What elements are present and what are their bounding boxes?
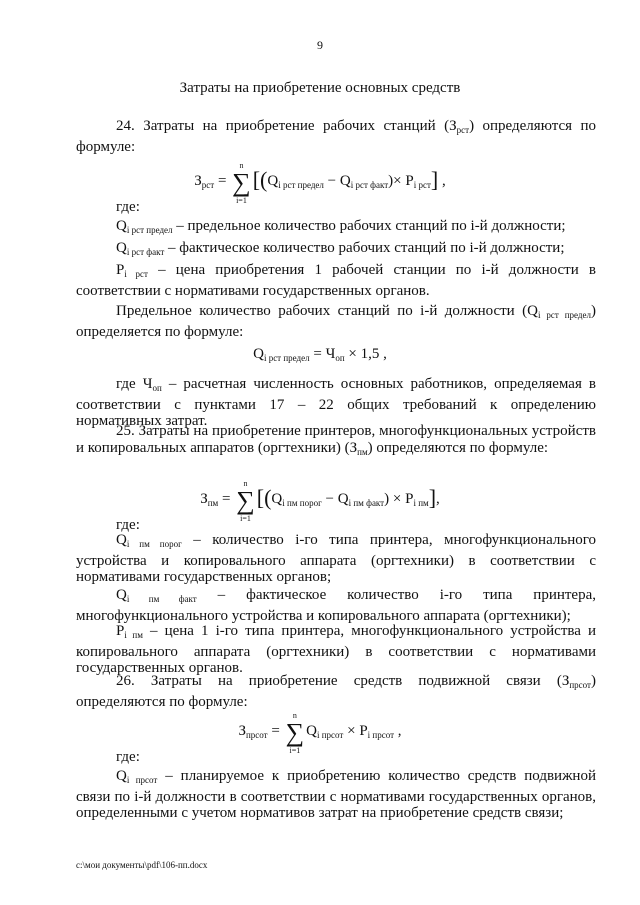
- formula-mobile: $З_{прсот}$ = ∑ n i=1 $Q_{i прсот} \times P_{i прсот}$ ,: [238, 711, 402, 755]
- sum-symbol: ∑ n i=1: [285, 711, 305, 755]
- page-number: 9: [317, 38, 323, 52]
- paragraph-26: 26. Затраты на приобретение средств подвижной связи $(З_{прсот})$ определяются по формуле:: [76, 673, 596, 710]
- definition-q-threshold: $Q_{i пм порог}$ – количество i-го типа принтера, многофункционального устройства и копировального аппарата (оргтехники) в соответствии с нормативами государственных органов;: [76, 532, 596, 585]
- formula-office-equipment: $З_{пм}$ = ∑ n i=1 $[(Q_{i пм порог} - Q_{i пм факт}) \times P_{i пм}]$,: [200, 479, 440, 523]
- definition-p-price: $P_{i рст}$ – цена приобретения 1 рабочей станции по i-й должности в соответствии с нормативами государственных органов.: [76, 262, 596, 299]
- definition-q-actual: $Q_{i рст факт}$ – фактическое количество рабочих станций по i-й должности;: [116, 240, 565, 257]
- definition-p-equipment: $P_{i пм}$ – цена 1 i-го типа принтера, многофункционального устройства и копировального аппарата (оргтехники) в соответствии с нормативами государственных органов.: [76, 623, 597, 676]
- formula-workstations: $З_{рст}$ = ∑ n i=1 $[(Q_{i рст предел} - Q_{i рст факт})\times P_{i рст}]$ ,: [194, 161, 446, 205]
- paragraph-25: 25. Затраты на приобретение принтеров, многофункциональных устройств и копировальных аппаратов (оргтехники) $(З_{пм})$ определяются по формуле:: [76, 423, 596, 457]
- definition-q-limit: $Q_{i рст предел}$ – предельное количество рабочих станций по i-й должности;: [116, 218, 566, 235]
- where-label: где:: [116, 199, 140, 215]
- section-title: Затраты на приобретение основных средств: [179, 80, 461, 96]
- definition-q-equipment-actual: $Q_{i пм факт}$ – фактическое количество i-го типа принтера, многофункционального устройства и копировального аппарата (оргтехники);: [76, 587, 596, 624]
- definition-headcount: где $Ч_{оп}$ – расчетная численность основных работников, определяемая в соответствии с пунктами 17 – 22 общих требований к определению нормативных затрат.: [76, 376, 596, 429]
- sum-symbol: ∑ n i=1: [236, 479, 255, 523]
- paragraph-limit: Предельное количество рабочих станций по i-й должности $(Q_{i рст предел})$ определяется по формуле:: [76, 303, 597, 340]
- formula-limit: $Q_{i рст предел} = Ч_{оп} \times 1,5$ ,: [253, 346, 387, 363]
- where-label: где:: [116, 749, 140, 765]
- paragraph-24: 24. Затраты на приобретение рабочих станций $(З_{рст})$ определяются по формуле:: [76, 118, 596, 155]
- where-label: где:: [116, 517, 140, 533]
- sum-symbol: ∑ n i=1: [232, 161, 251, 205]
- file-path-footer: c:\мои документы\pdf\106-пп.docx: [76, 860, 208, 870]
- definition-q-mobile: $Q_{i прсот}$ – планируемое к приобретению количество средств подвижной связи по i-й должности в соответствии с нормативами государственных органов, определенными с учетом нормативов затрат на приобретение средств связи;: [76, 768, 596, 821]
